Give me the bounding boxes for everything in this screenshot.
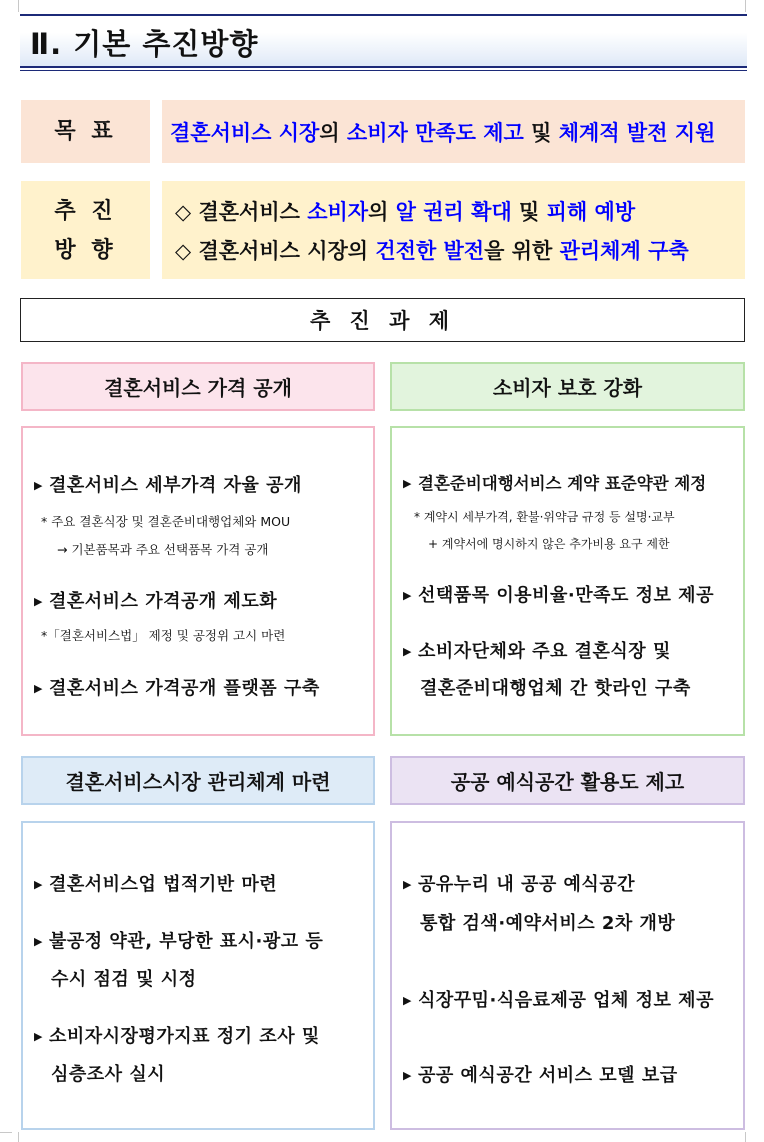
page-title: Ⅱ. 기본 추진방향 [30, 27, 259, 61]
right-triangle-icon: ▶ [403, 589, 412, 602]
item-text: 선택품목 이용비율·만족도 정보 제공 [418, 585, 714, 606]
right-triangle-icon: ▶ [34, 1030, 43, 1043]
list-item [34, 587, 277, 613]
dir-seg: 의 [368, 200, 396, 224]
section-protect-body [390, 426, 745, 736]
item-note: → 기본품목과 주요 선택품목 가격 공개 [57, 542, 269, 557]
right-triangle-icon: ▶ [403, 878, 412, 891]
dir-seg: 소비자 [307, 200, 369, 224]
section-protect-title: 소비자 보호 강화 [390, 362, 745, 411]
item-text: 결혼서비스업 법적기반 마련 [49, 874, 278, 895]
direction-line-2 [175, 235, 689, 265]
header-bottom-rule [20, 66, 747, 68]
goal-seg: 소비자 만족도 제고 [346, 121, 524, 145]
dir-seg: ◇ 결혼서비스 [175, 200, 308, 224]
dir-seg: 관리체계 구축 [559, 239, 689, 263]
section-manage-title: 결혼서비스시장 관리체계 마련 [21, 756, 375, 805]
item-text: 결혼준비대행서비스 계약 표준약관 제정 [418, 474, 707, 493]
item-note: + 계약서에 명시하지 않은 추가비용 요구 제한 [428, 537, 670, 551]
item-text-cont: 수시 점검 및 시정 [51, 969, 197, 990]
section-manage-body [21, 821, 375, 1130]
list-item [34, 674, 320, 700]
goal-seg: 결혼서비스 시장 [170, 121, 320, 145]
item-text: 결혼서비스 가격공개 플랫폼 구축 [49, 678, 320, 699]
section-venue-title: 공공 예식공간 활용도 제고 [390, 756, 745, 805]
header-top-rule [20, 14, 747, 16]
item-note: * 주요 결혼식장 및 결혼준비대행업체와 MOU [41, 514, 291, 529]
tasks-title: 추 진 과 제 [20, 298, 745, 342]
item-text: 결혼서비스 가격공개 제도화 [49, 591, 278, 612]
item-note: * 계약시 세부가격, 환불·위약금 규정 등 설명·교부 [414, 510, 675, 524]
right-triangle-icon: ▶ [403, 1069, 412, 1082]
item-text: 결혼서비스 세부가격 자율 공개 [49, 475, 302, 496]
right-triangle-icon: ▶ [34, 479, 43, 492]
list-item [403, 637, 671, 663]
item-text: 소비자단체와 주요 결혼식장 및 [418, 641, 671, 662]
dir-seg: ◇ 결혼서비스 시장의 [175, 239, 376, 263]
direction-line-1 [175, 196, 635, 226]
goal-label: 목 표 [21, 100, 150, 163]
list-item [34, 927, 323, 953]
dir-seg: 피해 예방 [546, 200, 636, 224]
goal-seg: 체계적 발전 지원 [558, 121, 716, 145]
direction-label-2: 방 향 [54, 238, 117, 263]
dir-seg: 건전한 발전 [375, 239, 485, 263]
right-triangle-icon: ▶ [403, 477, 412, 490]
right-triangle-icon: ▶ [34, 682, 43, 695]
list-item [403, 1061, 678, 1087]
list-item [403, 986, 714, 1012]
section-price-title: 결혼서비스 가격 공개 [21, 362, 375, 411]
section-price-body [21, 426, 375, 736]
list-item [34, 870, 277, 896]
item-note: *「결혼서비스법」 제정 및 공정위 고시 마련 [41, 628, 286, 643]
list-item [34, 1022, 320, 1048]
goal-text [170, 117, 715, 147]
page-corner-mark [0, 1132, 12, 1133]
item-text: 공공 예식공간 서비스 모델 보급 [418, 1065, 678, 1086]
goal-seg: 및 [523, 121, 559, 145]
right-triangle-icon: ▶ [34, 595, 43, 608]
dir-seg: 및 [511, 200, 547, 224]
item-text: 소비자시장평가지표 정기 조사 및 [49, 1026, 320, 1047]
right-triangle-icon: ▶ [403, 994, 412, 1007]
list-item [403, 470, 706, 494]
section-venue-body [390, 821, 745, 1130]
list-item [403, 581, 714, 607]
dir-seg: 을 위한 [484, 239, 560, 263]
list-item [403, 870, 635, 896]
page-corner-mark [18, 0, 19, 12]
right-triangle-icon: ▶ [403, 645, 412, 658]
list-item [34, 471, 302, 497]
right-triangle-icon: ▶ [34, 935, 43, 948]
page-corner-mark [745, 0, 746, 12]
item-text-cont: 결혼준비대행업체 간 핫라인 구축 [420, 678, 691, 699]
item-text-cont: 통합 검색·예약서비스 2차 개방 [420, 913, 676, 934]
item-text: 식장꾸밈·식음료제공 업체 정보 제공 [418, 990, 714, 1011]
direction-label-1: 추 진 [54, 199, 117, 224]
page-corner-mark [18, 1132, 19, 1142]
item-text: 공유누리 내 공공 예식공간 [418, 874, 636, 895]
item-text-cont: 심층조사 실시 [51, 1064, 166, 1085]
dir-seg: 알 권리 확대 [395, 200, 512, 224]
item-text: 불공정 약관, 부당한 표시·광고 등 [49, 931, 324, 952]
header-bottom-rule-thin [20, 70, 747, 71]
page-corner-mark [745, 1132, 746, 1142]
goal-seg: 의 [319, 121, 347, 145]
right-triangle-icon: ▶ [34, 878, 43, 891]
